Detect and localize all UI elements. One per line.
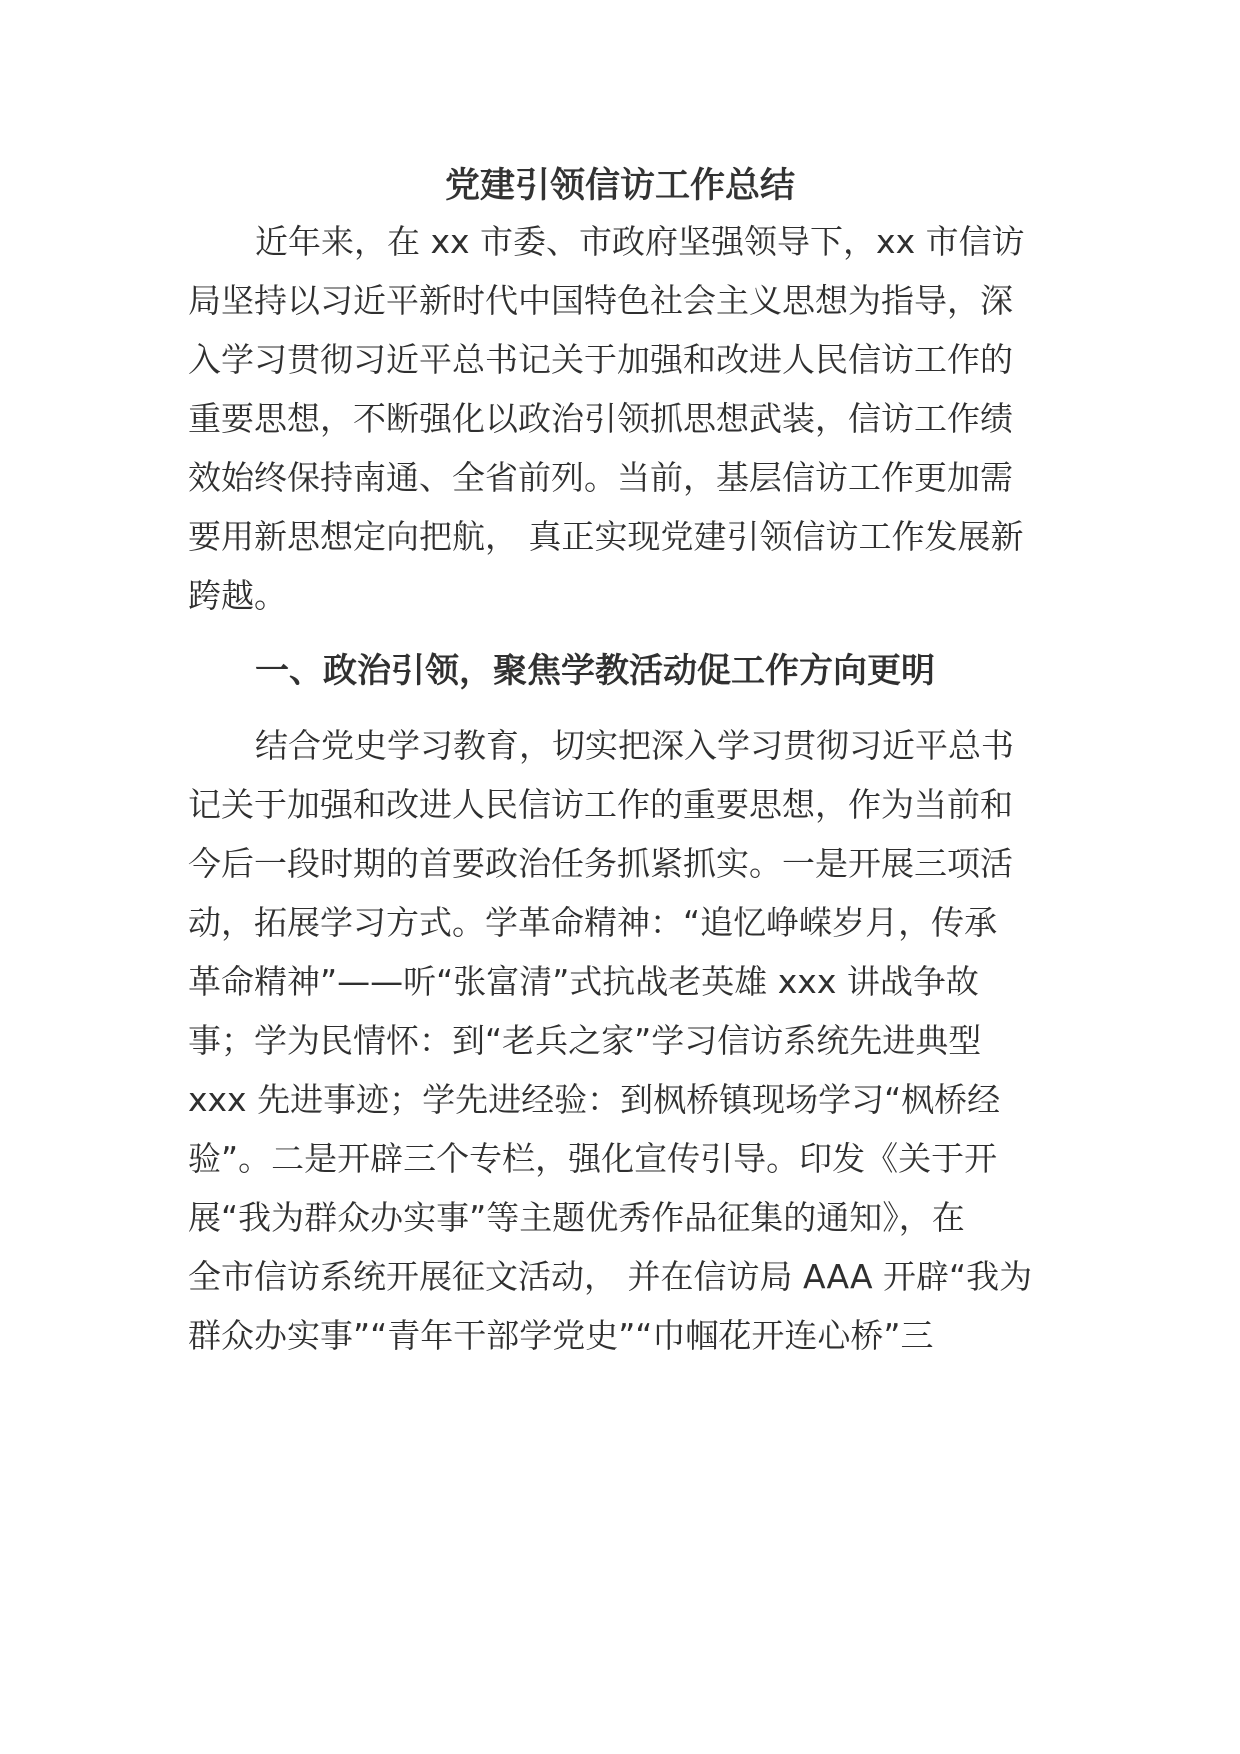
paragraph-line: 革命精神”——听“张富清”式抗战老英雄 xxx 讲战争故 — [188, 962, 979, 1001]
paragraph-line: 近年来，在 xx 市委、市政府坚强领导下，xx 市信访 — [255, 222, 1025, 261]
paragraph-line: 记关于加强和改进人民信访工作的重要思想，作为当前和 — [188, 785, 1013, 824]
paragraph-line: 结合党史学习教育，切实把深入学习贯彻习近平总书 — [255, 726, 1014, 765]
paragraph-line: 验”。二是开辟三个专栏，强化宣传引导。印发《关于开 — [188, 1139, 998, 1178]
paragraph-line: 跨越。 — [188, 576, 287, 615]
paragraph-line: 今后一段时期的首要政治任务抓紧抓实。一是开展三项活 — [188, 844, 1013, 883]
section-heading: 一、政治引领，聚焦学教活动促工作方向更明 — [255, 651, 935, 691]
document-title: 党建引领信访工作总结 — [444, 166, 795, 206]
paragraph-line: 重要思想，不断强化以政治引领抓思想武装，信访工作绩 — [188, 399, 1013, 438]
paragraph-line: 展“我为群众办实事”等主题优秀作品征集的通知》，在 — [188, 1198, 965, 1237]
paragraph-line: 入学习贯彻习近平总书记关于加强和改进人民信访工作的 — [188, 340, 1013, 379]
paragraph-line: 效始终保持南通、全省前列。当前，基层信访工作更加需 — [188, 458, 1013, 497]
paragraph-line: 群众办实事”“青年干部学党史”“巾帼花开连心桥”三 — [188, 1316, 934, 1355]
paragraph-line: 事；学为民情怀：到“老兵之家”学习信访系统先进典型 — [188, 1021, 982, 1060]
paragraph-line: 动，拓展学习方式。学革命精神：“追忆峥嵘岁月，传承 — [188, 903, 998, 942]
paragraph-line: xxx 先进事迹；学先进经验：到枫桥镇现场学习“枫桥经 — [188, 1080, 1001, 1119]
paragraph-line: 全市信访系统开展征文活动， 并在信访局 AAA 开辟“我为 — [188, 1257, 1033, 1296]
paragraph-line: 要用新思想定向把航， 真正实现党建引领信访工作发展新 — [188, 517, 1024, 556]
paragraph-line: 局坚持以习近平新时代中国特色社会主义思想为指导，深 — [188, 281, 1013, 320]
